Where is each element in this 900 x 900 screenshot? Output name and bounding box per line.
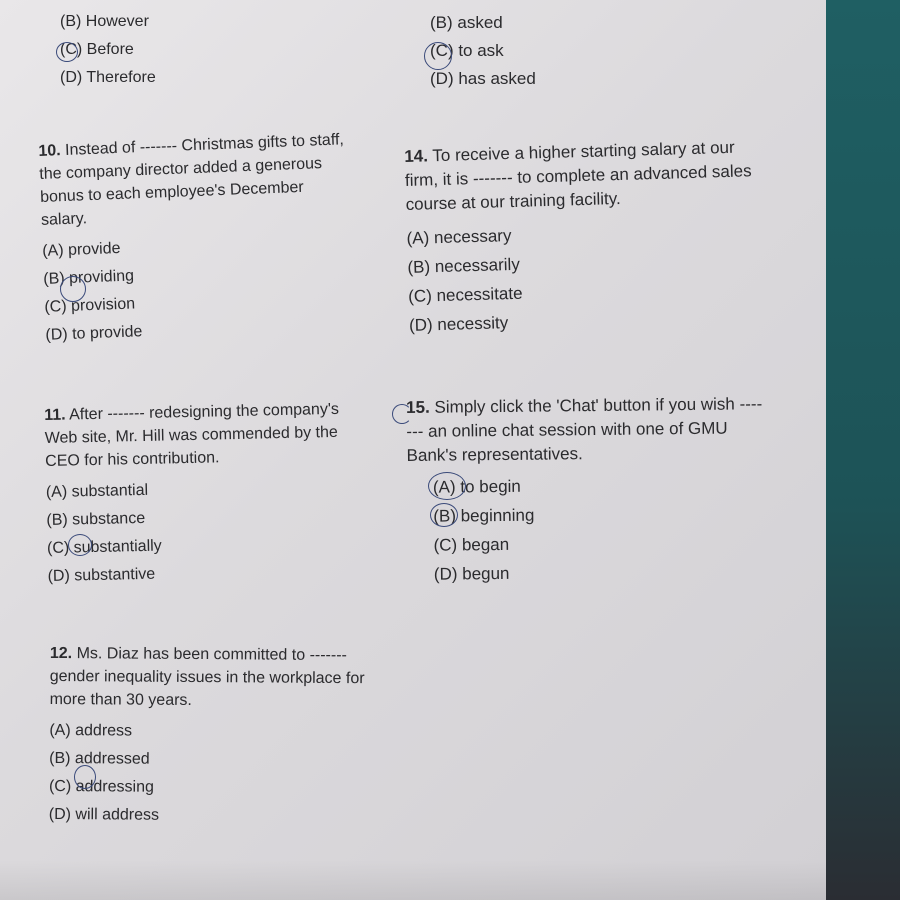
- pen-circle-mark: [60, 276, 86, 302]
- option-b: (B) necessarily: [407, 254, 521, 277]
- option-d: (D) necessity: [408, 313, 509, 335]
- option-c: (C) necessitate: [407, 283, 523, 306]
- option-c: (C) to ask: [430, 41, 504, 60]
- question-13-options: [430, 11, 730, 90]
- question-9-options: [60, 10, 360, 89]
- pen-circle-mark: [430, 503, 458, 527]
- question-text: Ms. Diaz has been committed to ------- gender inequality issues in the workplace for more than 30 years.: [49, 645, 365, 709]
- pen-circle-mark: [424, 42, 452, 70]
- option-a: (A) to begin: [432, 476, 521, 497]
- option-a: (A) substantial: [45, 481, 149, 501]
- question-11: [44, 397, 368, 588]
- question-14: [404, 135, 759, 338]
- option-c: (C) addressing: [48, 777, 154, 796]
- pen-circle-mark: [428, 472, 466, 500]
- question-number: 15.: [406, 397, 430, 417]
- question-12: [49, 642, 370, 828]
- question-15-stem: [406, 392, 767, 468]
- question-10-stem: [38, 128, 351, 232]
- question-text: After ------- redesigning the company's Web site, Mr. Hill was commended by the CEO for his contribution.: [44, 400, 340, 470]
- pen-circle-mark: [392, 404, 412, 424]
- option-d: (D) has asked: [430, 69, 536, 88]
- page-shadow: [0, 860, 826, 900]
- question-text: Instead of ------- Christmas gifts to staff, the company director added a generous bonus to each employee's December salary.: [38, 131, 345, 229]
- pen-circle-mark: [74, 765, 96, 789]
- question-number: 12.: [49, 644, 73, 663]
- question-text: To receive a higher starting salary at our firm, it is ------- to complete an advanced sales course at our training facility.: [404, 137, 752, 214]
- question-12-stem: [50, 642, 370, 713]
- pen-circle-mark: [68, 534, 92, 556]
- question-number: 14.: [404, 146, 429, 166]
- question-number: 11.: [44, 406, 66, 424]
- option-b: (B) providing: [43, 267, 135, 288]
- option-c: (C) substantially: [46, 537, 162, 557]
- pen-circle-mark: [56, 42, 78, 62]
- question-number: 10.: [38, 142, 62, 160]
- book-cover-edge: [826, 0, 900, 900]
- option-a: (A) necessary: [406, 226, 512, 248]
- option-d: (D) Therefore: [60, 69, 156, 86]
- option-b: (B) beginning: [433, 505, 535, 526]
- option-a: (A) provide: [41, 239, 121, 260]
- option-b: (B) addressed: [49, 749, 150, 768]
- question-10: [38, 128, 356, 347]
- option-d: (D) will address: [48, 805, 160, 824]
- question-14-stem: [404, 135, 756, 217]
- option-c: (C) Before: [60, 41, 134, 58]
- option-b: (B) asked: [430, 13, 503, 32]
- option-d: (D) begun: [433, 563, 510, 584]
- option-d: (D) to provide: [45, 323, 143, 344]
- option-c: (C) began: [433, 534, 510, 555]
- question-text: Simply click the 'Chat' button if you wish ------- an online chat session with one of GMU Bank's representatives.: [406, 394, 763, 465]
- option-d: (D) substantive: [47, 565, 156, 585]
- option-a: (A) address: [49, 721, 133, 740]
- question-11-stem: [44, 397, 365, 473]
- option-b: (B) However: [60, 13, 149, 30]
- option-c: (C) provision: [44, 295, 136, 316]
- option-b: (B) substance: [46, 509, 146, 529]
